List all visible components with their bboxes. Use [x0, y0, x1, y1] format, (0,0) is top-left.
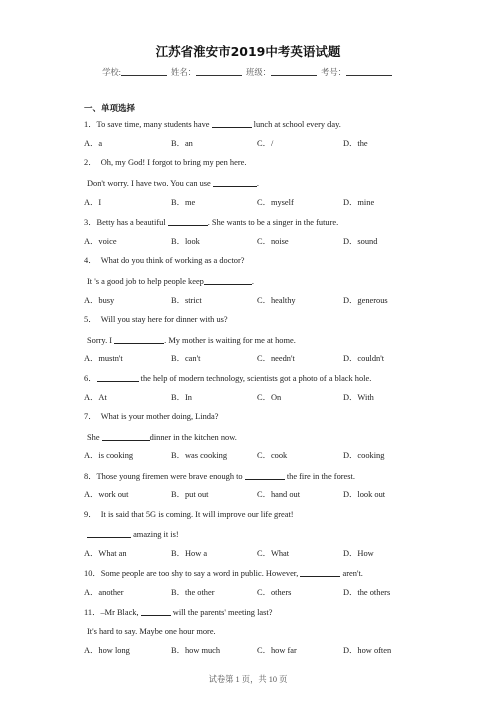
option-a[interactable]: A．is cooking [84, 451, 134, 460]
option-d[interactable]: D．sound [343, 237, 378, 246]
question-4-reply: It 's a good job to help people keep . [87, 277, 254, 286]
option-b[interactable]: B．can't [171, 354, 201, 363]
answer-blank [204, 276, 252, 285]
option-c[interactable]: C．how far [257, 646, 297, 655]
answer-blank [87, 529, 131, 538]
question-2-options [84, 198, 414, 208]
question-11-options [84, 646, 414, 656]
option-b[interactable]: B．an [171, 139, 193, 148]
student-info-row [0, 66, 496, 78]
option-c[interactable]: C．others [257, 588, 292, 597]
option-b[interactable]: B．was cooking [171, 451, 228, 460]
question-5-reply: Sorry. I . My mother is waiting for me at home. [87, 336, 296, 345]
option-a[interactable]: A．how long [84, 646, 130, 655]
option-b[interactable]: B．In [171, 393, 192, 402]
option-c[interactable]: C．What [257, 549, 290, 558]
question-6-options [84, 393, 414, 403]
option-b[interactable]: B．How a [171, 549, 208, 558]
question-11-stem: 11．–Mr Black, will the parents' meeting last? [84, 608, 273, 617]
option-a[interactable]: A．work out [84, 490, 129, 499]
option-d[interactable]: D．how often [343, 646, 392, 655]
school-field[interactable] [121, 68, 167, 76]
question-7-reply: She dinner in the kitchen now. [87, 433, 237, 442]
option-a[interactable]: A．At [84, 393, 107, 402]
option-d[interactable]: D．look out [343, 490, 386, 499]
option-c[interactable]: C．noise [257, 237, 289, 246]
option-d[interactable]: D．couldn't [343, 354, 385, 363]
option-a[interactable]: A．busy [84, 296, 115, 305]
option-c[interactable]: C．myself [257, 198, 294, 207]
question-5-options [84, 354, 414, 364]
question-4-stem: 4． What do you think of working as a doctor? [84, 256, 245, 265]
question-5-stem: 5． Will you stay here for dinner with us? [84, 315, 228, 324]
question-4-options [84, 296, 414, 306]
question-11-reply: It's hard to say. Maybe one hour more. [87, 627, 216, 636]
answer-blank [213, 178, 257, 187]
question-3-options [84, 237, 414, 247]
option-d[interactable]: D．With [343, 393, 374, 402]
option-b[interactable]: B．put out [171, 490, 209, 499]
option-a[interactable]: A．mustn't [84, 354, 123, 363]
option-c[interactable]: C．needn't [257, 354, 295, 363]
question-1-stem: 1．To save time, many students have lunch at school every day. [84, 120, 341, 129]
option-d[interactable]: D．How [343, 549, 374, 558]
option-c[interactable]: C．healthy [257, 296, 296, 305]
answer-blank [168, 217, 208, 226]
option-a[interactable]: A．What an [84, 549, 127, 558]
option-b[interactable]: B．me [171, 198, 196, 207]
option-c[interactable]: C．/ [257, 139, 274, 148]
option-c[interactable]: C．cook [257, 451, 288, 460]
question-1-options [84, 139, 414, 149]
option-b[interactable]: B．look [171, 237, 200, 246]
option-d[interactable]: D．generous [343, 296, 388, 305]
exam-title: 江苏省淮安市2019中考英语试题 [155, 44, 341, 59]
question-2-stem: 2． Oh, my God! I forgot to bring my pen here. [84, 158, 247, 167]
option-d[interactable]: D．cooking [343, 451, 385, 460]
option-c[interactable]: C．On [257, 393, 282, 402]
name-label: 姓名： [171, 68, 196, 77]
option-a[interactable]: A．another [84, 588, 124, 597]
number-field[interactable] [346, 68, 392, 76]
answer-blank [141, 607, 171, 616]
name-field[interactable] [196, 68, 242, 76]
question-7-options [84, 451, 414, 461]
option-a[interactable]: A．voice [84, 237, 117, 246]
section-title: 一、单项选择 [84, 104, 136, 114]
question-6-stem: 6． the help of modern technology, scientists got a photo of a black hole. [84, 374, 372, 383]
class-field[interactable] [271, 68, 317, 76]
question-8-stem: 8．Those young firemen were brave enough to the fire in the forest. [84, 472, 355, 481]
answer-blank [114, 335, 164, 344]
question-9-options [84, 549, 414, 559]
question-2-reply: Don't worry. I have two. You can use . [87, 179, 259, 188]
page-footer: 试卷第 1 页，共 10 页 [208, 675, 288, 684]
answer-blank [245, 471, 285, 480]
question-3-stem: 3．Betty has a beautiful . She wants to be a singer in the future. [84, 218, 339, 227]
question-8-options [84, 490, 414, 500]
option-d[interactable]: D．the others [343, 588, 391, 597]
option-d[interactable]: D．mine [343, 198, 375, 207]
option-a[interactable]: A．a [84, 139, 103, 148]
question-9-reply: amazing it is! [87, 529, 179, 540]
answer-blank [97, 373, 139, 382]
option-b[interactable]: B．how much [171, 646, 221, 655]
answer-blank [102, 432, 150, 441]
question-10-options [84, 588, 414, 598]
question-9-stem: 9． It is said that 5G is coming. It will improve our life great! [84, 510, 294, 519]
option-d[interactable]: D．the [343, 139, 368, 148]
number-label: 考号： [321, 68, 346, 77]
question-10-stem: 10．Some people are too shy to say a word in public. However, aren't. [84, 569, 363, 578]
question-7-stem: 7． What is your mother doing, Linda? [84, 412, 219, 421]
option-c[interactable]: C．hand out [257, 490, 301, 499]
option-b[interactable]: B．the other [171, 588, 215, 597]
school-label: 学校: [102, 68, 121, 77]
class-label: 班级： [246, 68, 271, 77]
option-a[interactable]: A．I [84, 198, 102, 207]
option-b[interactable]: B．strict [171, 296, 202, 305]
answer-blank [300, 568, 340, 577]
answer-blank [212, 119, 252, 128]
